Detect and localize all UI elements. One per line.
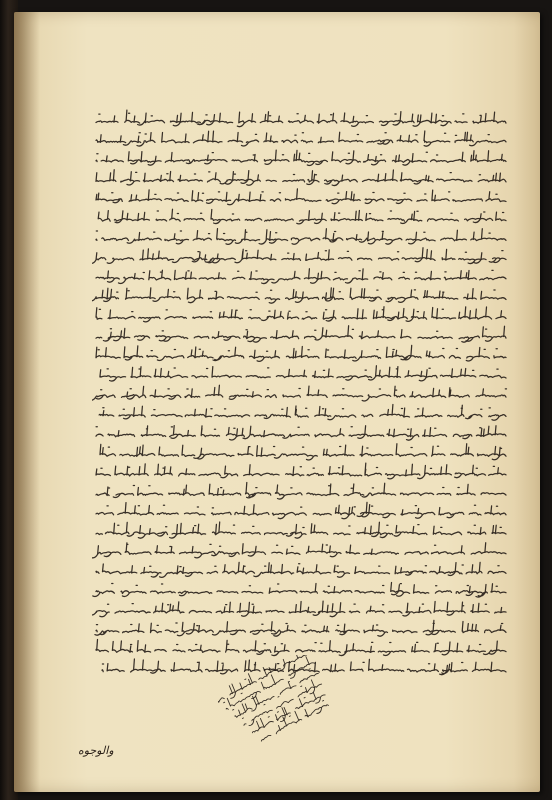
manuscript-line [92,248,506,264]
marginal-note-line [240,676,324,729]
manuscript-line [96,269,506,284]
manuscript-line [96,640,506,656]
manuscript-line [96,502,506,518]
manuscript-line [96,562,506,577]
manuscript-line [92,543,506,558]
manuscript-line [96,522,506,538]
manuscript-line [98,209,506,224]
marginal-note [218,655,338,745]
manuscript-line [99,405,506,421]
main-text-block [92,108,512,688]
manuscript-line [96,229,506,245]
manuscript-line [96,189,506,205]
marginal-note-line [222,655,316,712]
manuscript-line [100,366,506,381]
manuscript-line [96,483,506,500]
manuscript-line [100,444,506,460]
manuscript-line [92,601,506,617]
marginal-note-line [218,655,313,705]
gutter-shadow [14,12,40,792]
manuscript-line [96,110,506,127]
marginal-note-lines [218,655,338,745]
manuscript-line [96,307,506,322]
marginal-note-line [248,686,327,736]
manuscript-line [96,326,506,342]
manuscript-line [96,131,506,146]
manuscript-line [96,426,506,441]
manuscript-line [95,620,506,636]
manuscript-line [96,463,506,479]
manuscript-line [96,150,506,165]
catchword: والوجوه [78,744,114,757]
manuscript-line [96,170,506,186]
manuscript-line [92,288,506,303]
manuscript-line [92,385,507,401]
marginal-note-handwriting [218,655,338,745]
main-text-handwriting [92,108,512,688]
manuscript-line [93,583,506,598]
manuscript-line [96,345,506,361]
